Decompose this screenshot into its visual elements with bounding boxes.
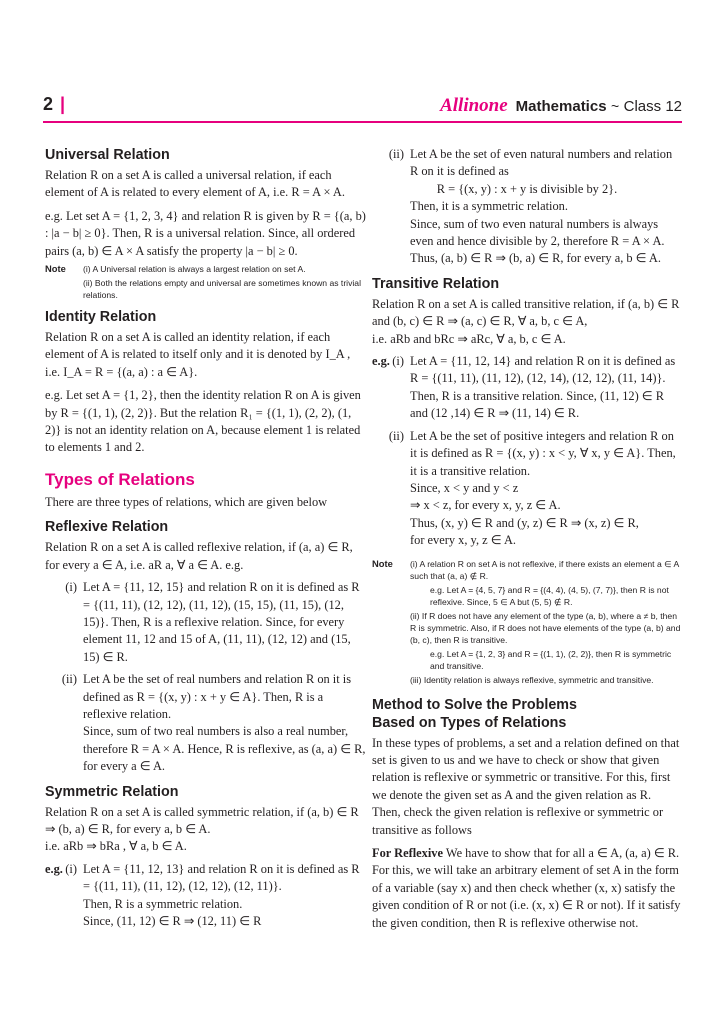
item-text: Let A = {11, 12, 14} and relation R on it is defined as R = {(11, 11), (11, 12), (12, 14), (12, 12), (11, 14)}. Then, R is a transitive relation. Since, (11, 12) ∈ R and (12 ,14) ∈ R ⇒ (11, 14) ∈ R. <box>410 354 676 421</box>
types-of-relations-heading: Types of Relations <box>45 469 195 489</box>
identity-relation-example: e.g. Let set A = {1, 2}, then the identity relation R on A is given by R = {(1, 1), (2, 2)}. But the relation R₁ = {(1, 1), (2, 2), (1, 2)} is not an identity relation on A, because element 1 is related to elements 1 and 2. <box>45 388 361 455</box>
method-heading-line-1: Method to Solve the Problems <box>372 696 577 713</box>
item-text: Let A = {11, 12, 15} and relation R on it is defined as R = {(11, 11), (12, 12), (11, 12), (15, 15), (11, 15), (12, 15)}. Then, R is a reflexive relation. Since, for every element 11, 12 and 15 of A, (11, 11), (12, 12) and (15, 15) ∈ R. <box>83 580 360 664</box>
universal-note <box>45 263 366 275</box>
identity-relation-intro: Relation R on a set A is called an identity relation, if each element of A is related to itself only and it is denoted by I_A , i.e. I_A = R = {(a, a) : a ∈ A}. <box>45 330 351 379</box>
subject-label: Mathematics <box>515 98 607 115</box>
page-number-bar: | <box>60 94 66 114</box>
universal-relation-intro: Relation R on a set A is called a universal relation, if each element of A is related to every element of A, i.e. R = A × A. <box>45 168 345 200</box>
transitive-line-4: for every x, y, z ∈ A. <box>410 533 516 548</box>
types-note-2-example: e.g. Let A = {1, 2, 3} and R = {(1, 1), (2, 2)}, then R is symmetric and transitive. <box>430 648 672 671</box>
symmetric-relation-heading: Symmetric Relation <box>45 783 179 800</box>
transitive-relation-intro: Relation R on a set A is called transitive relation, if (a, b) ∈ R and (b, c) ∈ R ⇒ (a, c) ∈ R, ∀ a, b, c ∈ A, <box>372 296 680 329</box>
reflexive-relation-heading: Reflexive Relation <box>45 519 169 536</box>
reflexive-relation-intro: Relation R on a set A is called reflexive relation, if (a, a) ∈ R, for every a ∈ A, i.e. aR a, ∀ a ∈ A. e.g. <box>45 540 353 572</box>
item-text: Let A be the set of positive integers and relation R on it is defined as R = {(x, y) : x < y, ∀ x, y ∈ A}. Then, it is a transitive relation. <box>410 428 676 478</box>
page-number: 2 | <box>43 94 66 114</box>
item-marker: (i) <box>65 580 77 595</box>
method-heading-line-2: Based on Types of Relations <box>372 714 567 731</box>
right-column <box>372 146 682 932</box>
types-note-3: (iii) Identity relation is always reflexive, symmetric and transitive. <box>410 674 654 685</box>
transitive-relation-ie: i.e. aRb and bRc ⇒ aRc, ∀ a, b, c ∈ A. <box>372 331 566 346</box>
reflexive-example-ii <box>45 671 366 723</box>
page-header <box>43 94 682 120</box>
transitive-line-3: Thus, (x, y) ∈ R and (y, z) ∈ R ⇒ (x, z) ∈ R, <box>410 515 639 530</box>
types-note-1: (i) A relation R on set A is not reflexive, if there exists an element a ∈ A such that (a, a) ∉ R. <box>410 558 679 581</box>
method-reflexive-text: We have to show that for all a ∈ A, (a, a) ∈ R. For this, we will take an arbitrary element of set A in the form of a variable (say x) and then check whether (x, x) satisfy the given condition of R or not (i.e. (x, x) ∈ R or not). If it satisfy the given condition, then R is reflexive otherwise not. <box>372 845 681 930</box>
transitive-example-i <box>372 353 682 423</box>
item-text: Let A be the set of even natural numbers and relation R on it is defined as <box>410 147 673 179</box>
item-text: Let A = {11, 12, 13} and relation R on it is defined as R = {(11, 11), (11, 12), (12, 12), (12, 11)}. <box>83 861 360 894</box>
universal-note-2: (ii) Both the relations empty and universal are sometimes known as trivial relations. <box>83 278 361 301</box>
note-label: Note <box>372 557 393 569</box>
item-marker: (ii) <box>388 428 404 443</box>
symmetric-example-i-since: Since, (11, 12) ∈ R ⇒ (12, 11) ∈ R <box>83 914 262 928</box>
left-column <box>45 146 366 930</box>
transitive-line-2: ⇒ x < z, for every x, y, z ∈ A. <box>410 498 561 513</box>
item-marker: e.g. (i) <box>45 861 77 876</box>
reflexive-example-ii-explanation: Since, sum of two real numbers is also a real number, therefore R = A × A. Hence, R is reflexive, as (a, a) ∈ R, for every a ∈ A. <box>83 724 366 774</box>
method-reflexive <box>372 845 682 932</box>
transitive-relation-heading: Transitive Relation <box>372 275 500 292</box>
types-of-relations-intro: There are three types of relations, which are given below <box>45 494 328 509</box>
header-rule <box>43 121 682 123</box>
title-separator: ~ <box>611 98 620 114</box>
universal-relation-example: e.g. Let set A = {1, 2, 3, 4} and relation R is given by R = {(a, b) : |a − b| ≥ 0}. Then, R is a universal relation. Since, all ordered pairs (a, b) ∈ A × A satisfy the property |a − b| ≥ 0. <box>45 208 366 258</box>
item-text: Let A be the set of real numbers and relation R on it is defined as R = {(x, y) : x + y ∈ A}. Then, R is a reflexive relation. <box>83 672 352 721</box>
item-marker: (ii) <box>61 672 77 687</box>
transitive-example-ii <box>372 428 682 480</box>
transitive-line-1: Since, x < y and y < z <box>410 480 519 495</box>
method-reflexive-label: For Reflexive <box>372 845 443 860</box>
symmetric-example-ii <box>372 146 682 181</box>
types-note-1-example: e.g. Let A = {4, 5, 7} and R = {(4, 4), (4, 5), (7, 7)}, then R is not reflexive. Since, 5 ∈ A but (5, 5) ∉ R. <box>430 584 669 607</box>
types-note <box>372 558 682 582</box>
symmetric-example-ii-then: Then, it is a symmetric relation. <box>410 199 568 214</box>
universal-relation-heading: Universal Relation <box>45 147 170 163</box>
identity-relation-heading: Identity Relation <box>45 309 157 326</box>
brand-logo: Allinone <box>440 95 508 116</box>
reflexive-example-i <box>45 579 366 666</box>
book-title <box>440 95 682 117</box>
universal-note-1: (i) A Universal relation is always a largest relation on set A. <box>83 264 306 275</box>
method-intro: In these types of problems, a set and a relation defined on that set is given to us and we have to check or show that given relation is reflexive or symmetric or transitive. For this, first we denote the given set as A and the given relation as R. Then, check the given relation is reflexive or symmetric or transitive as follows <box>372 735 680 837</box>
symmetric-relation-ie: i.e. aRb ⇒ bRa , ∀ a, b ∈ A. <box>45 839 187 854</box>
note-label: Note <box>45 263 66 275</box>
symmetric-example-i-then: Then, R is a symmetric relation. <box>83 896 243 911</box>
class-label: Class 12 <box>623 98 682 115</box>
symmetric-example-ii-since: Since, sum of two even natural numbers is always even and hence divisible by 2, therefore R = A × A. Thus, (a, b) ∈ R ⇒ (b, a) ∈ R, for every a, b ∈ A. <box>410 216 665 266</box>
symmetric-example-ii-formula: R = {(x, y) : x + y is divisible by 2}. <box>436 181 618 196</box>
types-note-2: (ii) If R does not have any element of the type (a, b), where a ≠ b, then R is symmetric. Also, if R does not have elements of the type (a, b) and (b, c), then R is transitive. <box>410 610 681 645</box>
symmetric-relation-intro: Relation R on a set A is called symmetric relation, if (a, b) ∈ R ⇒ (b, a) ∈ R, for every a, b ∈ A. <box>45 804 359 836</box>
symmetric-example-i <box>45 861 366 896</box>
item-marker: (ii) <box>388 147 404 161</box>
item-marker: e.g. (i) <box>372 354 404 369</box>
